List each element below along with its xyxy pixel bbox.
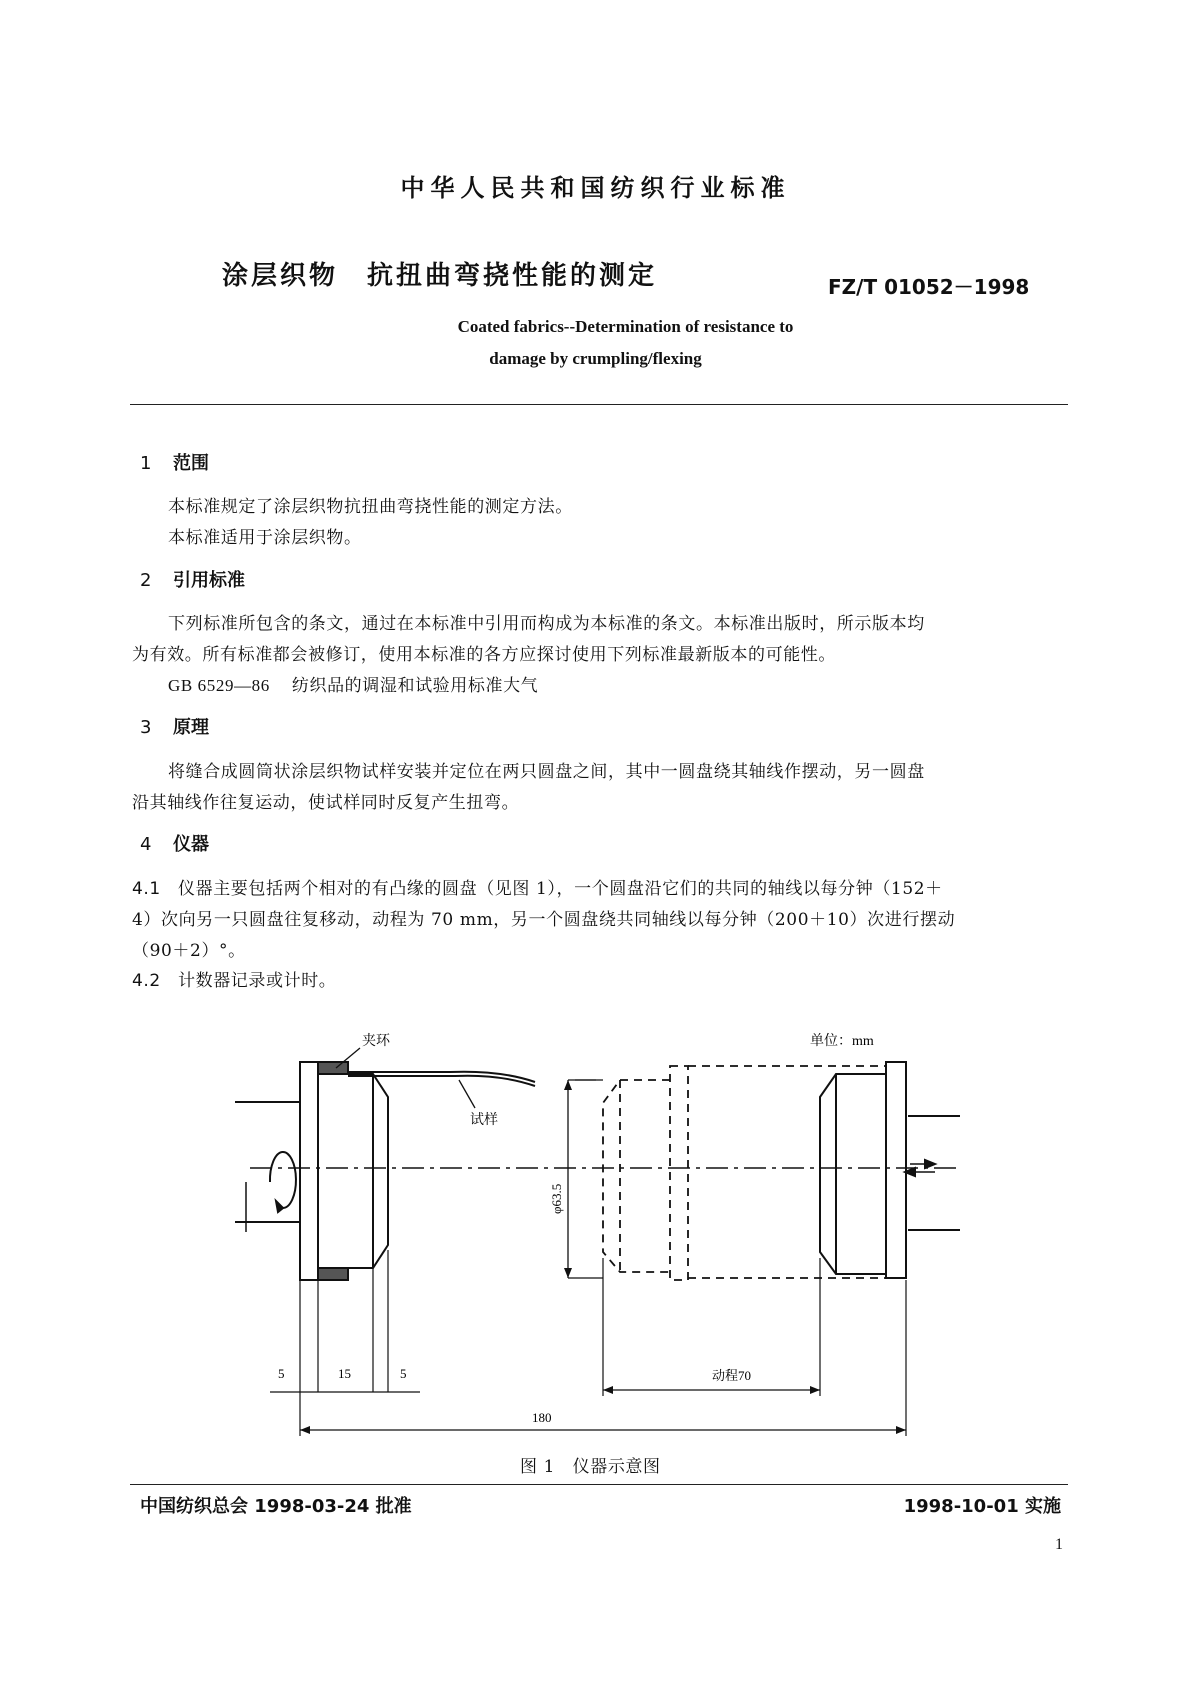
stroke-arrow-left-icon (905, 1168, 915, 1176)
dim-label-15: 15 (338, 1366, 351, 1381)
specimen-leader (459, 1080, 475, 1108)
document-title-en-line1: Coated fabrics--Determination of resistance to (457, 317, 794, 336)
section-4-heading (140, 830, 209, 856)
clause-number: 4.2 (132, 971, 161, 991)
clause-4-1-line3: （90＋2）°。 (132, 941, 246, 961)
section-title: 范围 (173, 453, 209, 474)
clause-number: 4.1 (132, 879, 161, 899)
section-number: 2 (140, 570, 152, 591)
reference-code: GB 6529—86 (168, 676, 270, 695)
label-diameter: φ63.5 (549, 1183, 564, 1214)
section-title: 引用标准 (173, 570, 245, 591)
overall-dim-arrow-left-icon (300, 1426, 310, 1434)
section-number: 1 (140, 453, 152, 474)
section-3-heading (140, 713, 209, 739)
standard-number: FZ/T 01052－1998 (828, 275, 1030, 299)
phantom-flange (670, 1066, 688, 1280)
dim-label-stroke: 动程70 (712, 1368, 752, 1383)
section-1-paragraph-1: 本标准规定了涂层织物抗扭曲弯挠性能的测定方法。 (168, 497, 573, 517)
header-divider (130, 404, 1068, 405)
approval-line: 中国纺织总会 1998-03-24 批准 (140, 1496, 412, 1517)
dim-label-5-right: 5 (400, 1366, 407, 1381)
footer-divider (130, 1484, 1068, 1485)
clause-4-1-line1 (132, 874, 943, 899)
section-1-heading (140, 449, 209, 475)
clamp-ring-top (318, 1062, 348, 1074)
section-2-paragraph-line1: 下列标准所包含的条文，通过在本标准中引用而构成为本标准的条文。本标准出版时，所示版本均 (168, 614, 925, 634)
label-clamp: 夹环 (362, 1034, 390, 1049)
section-2-heading (140, 566, 245, 592)
document-title-en-line2: damage by crumpling/flexing (489, 349, 702, 368)
section-1-paragraph-2: 本标准适用于涂层织物。 (168, 528, 362, 548)
stroke-dim-arrow-right-icon (810, 1386, 820, 1394)
stroke-dim-arrow-left-icon (603, 1386, 613, 1394)
clamp-ring-bottom (318, 1268, 348, 1280)
diameter-arrow-top-icon (564, 1080, 572, 1090)
effective-date: 1998-10-01 实施 (903, 1496, 1061, 1517)
reference-title: 纺织品的调湿和试验用标准大气 (291, 676, 539, 696)
phantom-disc (603, 1080, 670, 1272)
rotation-arrowhead-icon (276, 1201, 283, 1212)
section-title: 仪器 (173, 834, 209, 855)
clause-4-2 (132, 966, 336, 991)
dim-label-5-left: 5 (278, 1366, 285, 1381)
section-3-paragraph-line1: 将缝合成圆筒状涂层织物试样安装并定位在两只圆盘之间，其中一圆盘绕其轴线作摆动，另一圆盘 (168, 762, 925, 782)
figure-caption: 图 1 仪器示意图 (520, 1457, 661, 1477)
section-number: 3 (140, 717, 152, 738)
right-disc (820, 1074, 886, 1274)
label-specimen: 试样 (470, 1113, 498, 1128)
section-2-paragraph-line2: 为有效。所有标准都会被修订，使用本标准的各方应探讨使用下列标准最新版本的可能性。 (132, 645, 836, 665)
clause-text: 计数器记录或计时。 (178, 971, 337, 991)
diameter-arrow-bottom-icon (564, 1268, 572, 1278)
specimen-strip (348, 1072, 535, 1082)
label-unit: 单位：mm (810, 1034, 874, 1049)
document-title-cn: 涂层织物 抗扭曲弯挠性能的测定 (222, 261, 658, 291)
right-flange-plate (886, 1062, 906, 1278)
section-title: 原理 (173, 717, 209, 738)
reference-standard (168, 671, 538, 696)
page-number: 1 (1055, 1536, 1063, 1553)
left-disc (318, 1074, 388, 1268)
clause-text: 仪器主要包括两个相对的有凸缘的圆盘（见图 1），一个圆盘沿它们的共同的轴线以每分钟（152＋ (178, 879, 943, 899)
rotation-arrow-icon (270, 1152, 296, 1208)
left-flange-plate (300, 1062, 318, 1280)
specimen-strip-edge (348, 1076, 535, 1086)
section-number: 4 (140, 834, 152, 855)
clamp-leader (336, 1048, 360, 1068)
clause-4-1-line2: 4）次向另一只圆盘往复移动，动程为 70 mm，另一个圆盘绕共同轴线以每分钟（200＋10）次进行摆动 (132, 910, 956, 930)
overall-dim-arrow-right-icon (896, 1426, 906, 1434)
stroke-arrow-right-icon (925, 1160, 935, 1168)
industry-standard-heading: 中华人民共和国纺织行业标准 (400, 174, 791, 202)
dim-label-180: 180 (532, 1410, 552, 1425)
section-3-paragraph-line2: 沿其轴线作往复运动，使试样同时反复产生扭弯。 (132, 793, 520, 813)
